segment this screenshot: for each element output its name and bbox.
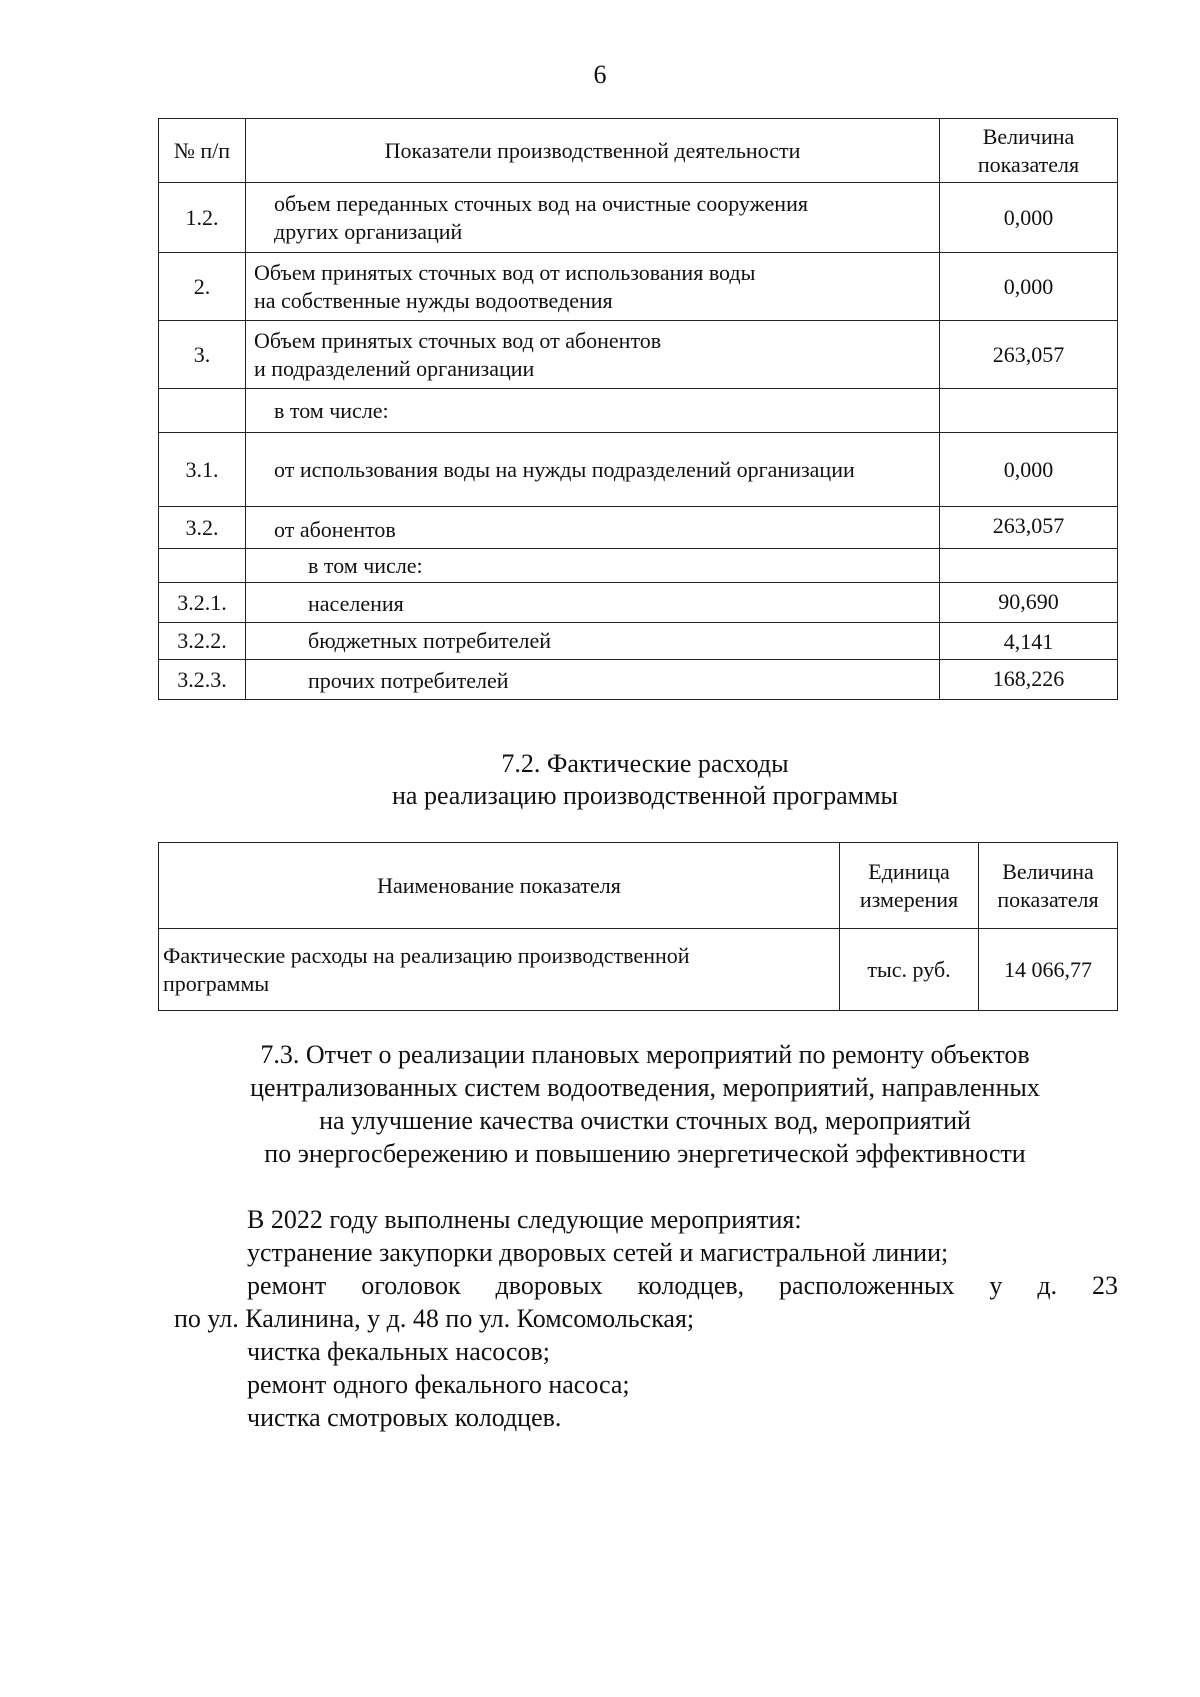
row-name — [246, 253, 940, 321]
section-7-3-line1: 7.3. Отчет о реализации плановых мероприятий по ремонту объектов — [260, 1040, 1030, 1069]
row-name-line1: Фактические расходы на реализацию производственной — [163, 942, 690, 968]
body-text — [174, 1203, 1118, 1434]
header-num: № п/п — [159, 119, 246, 183]
paragraph: чистка смотровых колодцев. — [247, 1403, 562, 1432]
row-num: 3.1. — [159, 433, 246, 507]
table-row — [159, 253, 1118, 321]
header-value-line1: Величина — [982, 123, 1075, 149]
table-row — [159, 583, 1118, 623]
row-value: 263,057 — [940, 507, 1118, 549]
row-name — [246, 183, 940, 253]
header-unit-line1: Единица — [868, 858, 950, 884]
row-value: 4,141 — [940, 623, 1118, 660]
table-row — [159, 660, 1118, 700]
table-row — [159, 183, 1118, 253]
table-row — [159, 623, 1118, 660]
row-name: от использования воды на нужды подразделений организации — [246, 433, 940, 507]
row-num — [159, 549, 246, 583]
row-value: 90,690 — [940, 583, 1118, 623]
actual-expenses-table — [158, 842, 1118, 1011]
row-name-line2: программы — [163, 970, 270, 996]
row-num: 2. — [159, 253, 246, 321]
row-unit: тыс. руб. — [840, 929, 979, 1011]
row-name — [159, 929, 840, 1011]
row-name: прочих потребителей — [246, 660, 940, 700]
section-7-2-line1: 7.2. Фактические расходы — [501, 749, 789, 778]
paragraph: устранение закупорки дворовых сетей и магистральной линии; — [247, 1238, 949, 1267]
section-7-3-title — [0, 1038, 1200, 1170]
row-num: 3.2.1. — [159, 583, 246, 623]
page-number: 6 — [593, 60, 607, 89]
table-header-row — [159, 119, 1118, 183]
row-name-line2: на собственные нужды водоотведения — [254, 287, 613, 313]
row-value: 263,057 — [940, 321, 1118, 389]
paragraph — [174, 1269, 1118, 1335]
row-name-line2: и подразделений организации — [254, 355, 535, 381]
row-name: в том числе: — [246, 389, 940, 433]
table-header-row — [159, 843, 1118, 929]
row-value — [940, 549, 1118, 583]
row-value — [940, 389, 1118, 433]
row-name-line2: других организаций — [274, 218, 463, 244]
section-7-3-line3: на улучшение качества очистки сточных вод, мероприятий — [319, 1106, 971, 1135]
header-value-line2: показателя — [977, 151, 1080, 177]
row-num: 3.2.3. — [159, 660, 246, 700]
row-name-line1: Объем принятых сточных вод от абонентов — [254, 327, 662, 353]
table-row — [159, 433, 1118, 507]
header-value-line1: Величина — [1002, 858, 1094, 884]
row-name: бюджетных потребителей — [246, 623, 940, 660]
row-num — [159, 389, 246, 433]
section-7-3-line2: централизованных систем водоотведения, мероприятий, направленных — [250, 1073, 1040, 1102]
header-value — [940, 119, 1118, 183]
section-7-3-line4: по энергосбережению и повышению энергетической эффективности — [264, 1139, 1026, 1168]
row-name — [246, 321, 940, 389]
paragraph: чистка фекальных насосов; — [247, 1337, 550, 1366]
paragraph: ремонт одного фекального насоса; — [247, 1370, 630, 1399]
section-7-2-title — [0, 748, 1200, 812]
row-value: 0,000 — [940, 433, 1118, 507]
row-value: 0,000 — [940, 253, 1118, 321]
header-unit-line2: измерения — [859, 886, 959, 912]
row-value: 168,226 — [940, 660, 1118, 700]
row-num: 3.2. — [159, 507, 246, 549]
table-row — [159, 549, 1118, 583]
paragraph: В 2022 году выполнены следующие мероприятия: — [247, 1205, 802, 1234]
production-indicators-table — [158, 118, 1118, 700]
table-row — [159, 389, 1118, 433]
row-name: населения — [246, 583, 940, 623]
row-name-line1: объем переданных сточных вод на очистные сооружения — [274, 190, 808, 216]
table-row — [159, 507, 1118, 549]
row-num: 1.2. — [159, 183, 246, 253]
header-value — [979, 843, 1118, 929]
section-7-2-line2: на реализацию производственной программы — [391, 781, 898, 810]
row-value: 0,000 — [940, 183, 1118, 253]
row-value: 14 066,77 — [979, 929, 1118, 1011]
paragraph-line1: ремонт оголовок дворовых колодцев, расположенных у д. 23 — [247, 1271, 1118, 1300]
row-name: от абонентов — [246, 507, 940, 549]
header-name: Показатели производственной деятельности — [246, 119, 940, 183]
row-name: в том числе: — [246, 549, 940, 583]
table-row — [159, 321, 1118, 389]
row-num: 3. — [159, 321, 246, 389]
table-row — [159, 929, 1118, 1011]
row-name-line1: Объем принятых сточных вод от использования воды — [254, 259, 756, 285]
header-value-line2: показателя — [997, 886, 1099, 912]
paragraph-line2: по ул. Калинина, у д. 48 по ул. Комсомольская; — [174, 1304, 695, 1333]
row-num: 3.2.2. — [159, 623, 246, 660]
header-unit — [840, 843, 979, 929]
header-name: Наименование показателя — [159, 843, 840, 929]
